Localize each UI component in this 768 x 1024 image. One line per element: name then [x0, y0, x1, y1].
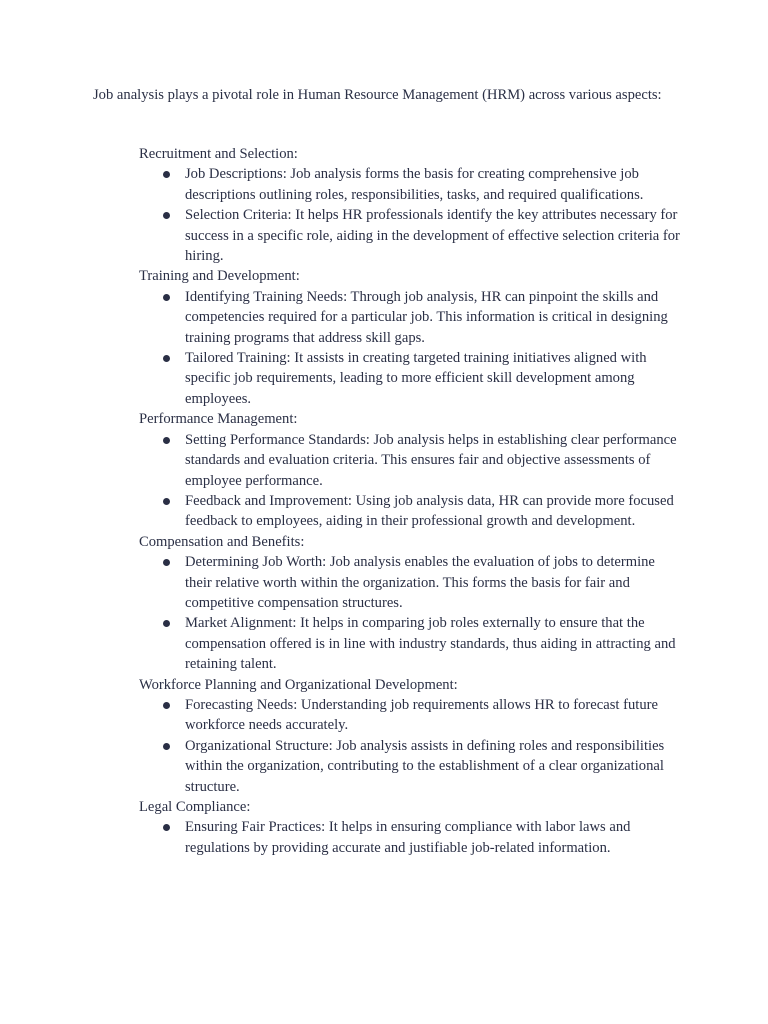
section-legal: [139, 797, 684, 858]
bullet-icon: [163, 437, 170, 444]
bullet-list: [139, 430, 684, 532]
section-title: Legal Compliance:: [139, 799, 251, 815]
bullet-icon: [163, 620, 170, 627]
list-item-text: Ensuring Fair Practices: It helps in ensuring compliance with labor laws and regulations by providing accurate and justifiable job-related information.: [185, 819, 631, 856]
list-item: [139, 164, 684, 205]
list-item-text: Determining Job Worth: Job analysis enables the evaluation of jobs to determine their relative worth within the organization. This forms the basis for fair and competitive compensation structures.: [185, 554, 655, 611]
intro-paragraph: Job analysis plays a pivotal role in Human Resource Management (HRM) across various aspects:: [93, 87, 662, 103]
list-item-text: Identifying Training Needs: Through job analysis, HR can pinpoint the skills and competencies required for a particular job. This information is critical in designing training programs that address skill gaps.: [185, 288, 668, 346]
list-item: [139, 430, 684, 491]
list-item: [139, 817, 684, 858]
bullet-icon: [163, 171, 170, 178]
list-item: [139, 491, 684, 532]
bullet-list: [139, 287, 684, 409]
list-item: [139, 552, 684, 613]
bullet-icon: [163, 559, 170, 566]
list-item-text: Job Descriptions: Job analysis forms the basis for creating comprehensive job descriptions outlining roles, responsibilities, tasks, and required qualifications.: [185, 166, 644, 203]
section-compensation: [139, 532, 684, 675]
list-item-text: Tailored Training: It assists in creating targeted training initiatives aligned with specific job requirements, leading to more efficient skill development among employees.: [185, 350, 647, 407]
bullet-list: [139, 164, 684, 266]
section-title: Workforce Planning and Organizational Development:: [139, 676, 458, 693]
bullet-list: [139, 695, 684, 797]
list-item: [139, 205, 684, 266]
bullet-list: [139, 552, 684, 674]
list-item-text: Setting Performance Standards: Job analysis helps in establishing clear performance standards and evaluation criteria. This ensures fair and objective assessments of employee performance.: [185, 431, 677, 489]
bullet-icon: [163, 498, 170, 505]
list-item-text: Forecasting Needs: Understanding job requirements allows HR to forecast future workforce needs accurately.: [185, 696, 658, 734]
list-item: [139, 613, 684, 674]
section-recruitment: [139, 144, 684, 266]
bullet-icon: [163, 702, 170, 709]
list-item-text: Selection Criteria: It helps HR professionals identify the key attributes necessary for success in a specific role, aiding in the development of effective selection criteria for hiring.: [185, 207, 680, 265]
list-item-text: Feedback and Improvement: Using job analysis data, HR can provide more focused feedback to employees, aiding in their professional growth and development.: [185, 492, 674, 530]
bullet-icon: [163, 743, 170, 750]
list-item-text: Market Alignment: It helps in comparing job roles externally to ensure that the compensation offered is in line with industry standards, thus aiding in attracting and retaining talent.: [185, 615, 676, 673]
bullet-icon: [163, 212, 170, 219]
list-item: [139, 287, 684, 348]
bullet-icon: [163, 355, 170, 362]
list-item: [139, 348, 684, 409]
section-list: [139, 144, 684, 858]
bullet-list: [139, 817, 684, 858]
section-title: Recruitment and Selection:: [139, 146, 298, 162]
section-workforce: [139, 675, 684, 797]
section-title: Training and Development:: [139, 268, 300, 285]
bullet-icon: [163, 824, 170, 831]
section-performance: [139, 409, 684, 531]
section-title: Performance Management:: [139, 411, 298, 428]
section-title: Compensation and Benefits:: [139, 533, 305, 550]
section-training: [139, 266, 684, 409]
bullet-icon: [163, 294, 170, 301]
list-item-text: Organizational Structure: Job analysis assists in defining roles and responsibilities within the organization, contributing to the establishment of a clear organizational structure.: [185, 737, 665, 795]
list-item: [139, 695, 684, 736]
list-item: [139, 736, 684, 797]
